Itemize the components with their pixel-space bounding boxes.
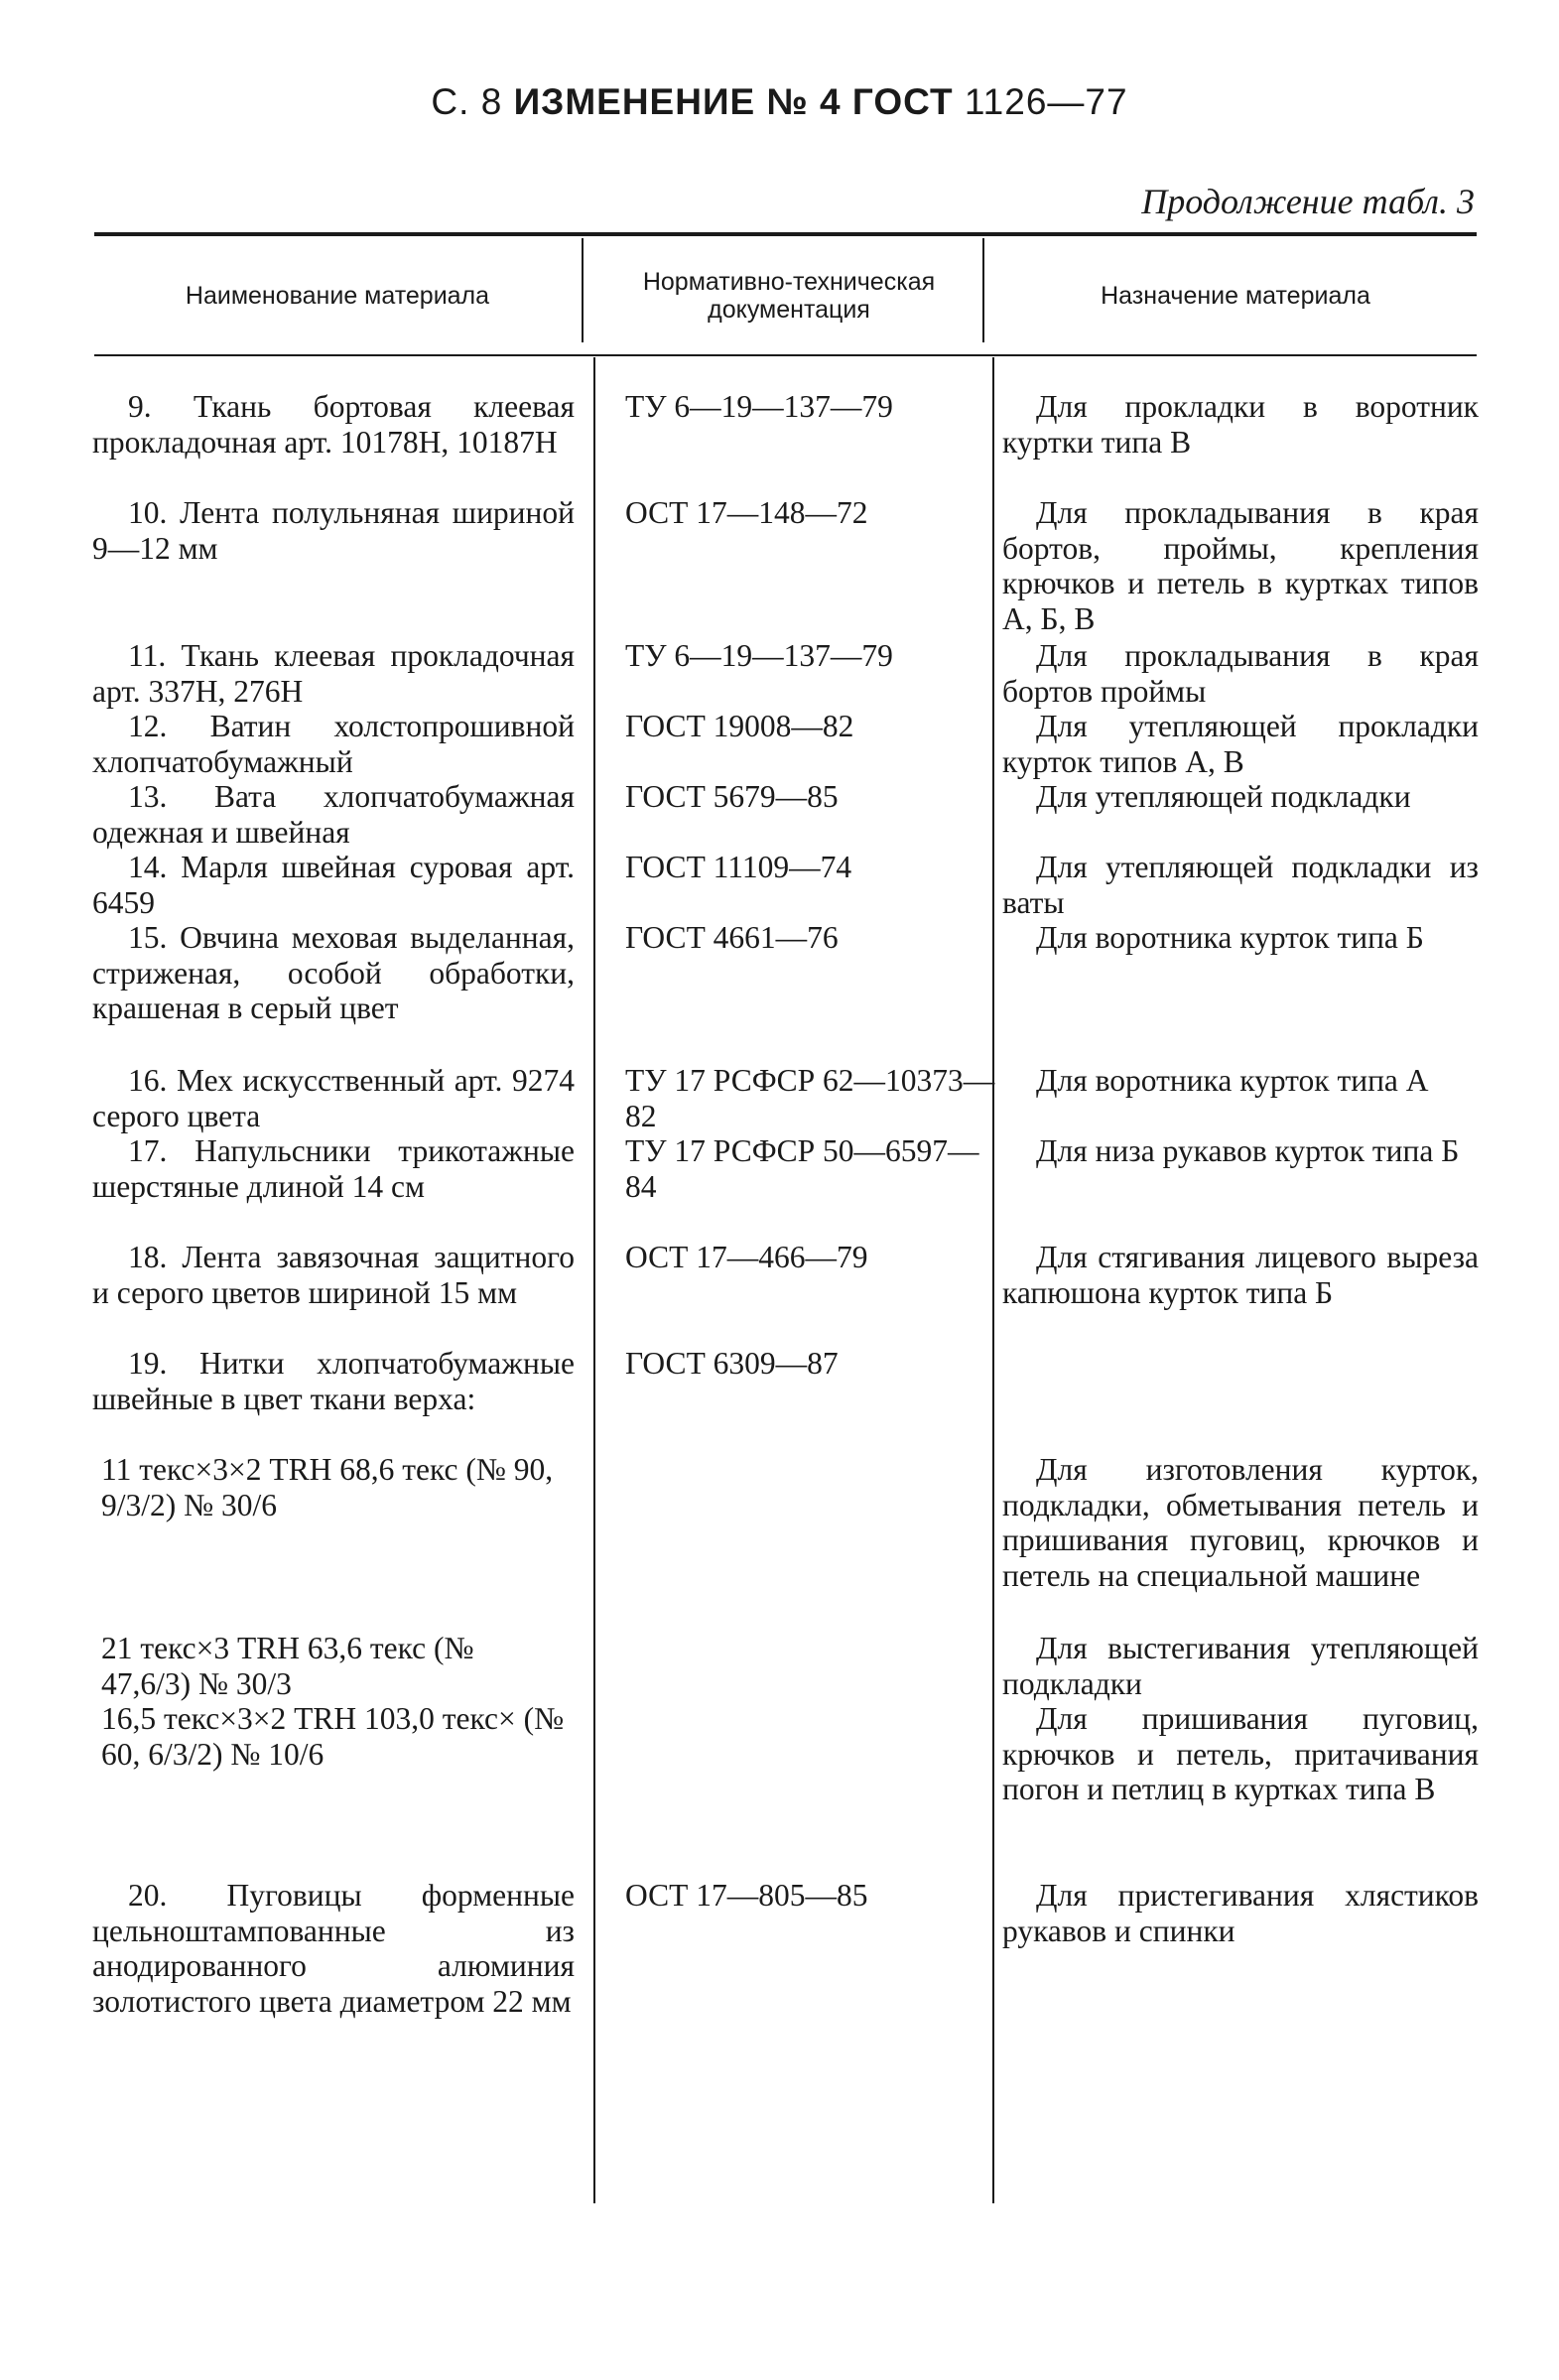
table-row-doc: ГОСТ 19008—82 [625, 709, 854, 743]
table-row-doc: ТУ 17 РСФСР 50—6597—84 [625, 1133, 979, 1204]
table-row-purpose: Для пристегивания хлястиков рукавов и спинки [1002, 1878, 1479, 1948]
table-top-rule [94, 232, 1477, 236]
table-row-purpose: Для выстегивания утепляющей подкладки [1002, 1631, 1479, 1701]
table-row-name: 12. Ватин холстопрошивной хлопчатобумажный [92, 709, 575, 779]
column-divider [982, 238, 984, 342]
table-row-purpose: Для утепляющей подкладки [1036, 779, 1411, 814]
table-row-name: 15. Овчина меховая выделанная, стриженая, особой обработки, крашеная в серый цвет [92, 920, 575, 1025]
table-row-name: 10. Лента полульняная шириной 9—12 мм [92, 495, 575, 566]
table-row-name: 14. Марля швейная суровая арт. 6459 [92, 850, 575, 920]
table-continuation-label: Продолжение табл. 3 [1141, 182, 1475, 221]
table-row-name: 18. Лента завязочная защитного и серого цветов шириной 15 мм [92, 1240, 575, 1310]
table-row-name: 11 текс×3×2 TRH 68,6 текс (№ 90, 9/3/2) № 30/6 [101, 1452, 554, 1522]
table-row-doc: ГОСТ 4661—76 [625, 920, 839, 955]
table-row-purpose: Для воротника курток типа А [1036, 1063, 1429, 1098]
table-row-purpose: Для изготовления курток, подкладки, обметывания петель и пришивания пуговиц, крючков и петель на специальной машине [1002, 1452, 1479, 1593]
table-row-doc: ГОСТ 5679—85 [625, 779, 839, 814]
table-row-purpose: Для прокладывания в края бортов, проймы, крепления крючков и петель в куртках типов А, Б, В [1002, 495, 1479, 636]
table-row-doc: ОСТ 17—805—85 [625, 1878, 868, 1913]
table-row-doc: ТУ 6—19—137—79 [625, 389, 893, 424]
table-row-doc: ГОСТ 6309—87 [625, 1346, 839, 1381]
table-row-purpose: Для утепляющей прокладки курток типов А, В [1002, 709, 1479, 779]
table-row-name: 17. Напульсники трикотажные шерстяные длиной 14 см [92, 1133, 575, 1204]
table-row-purpose: Для прокладки в воротник куртки типа В [1002, 389, 1479, 460]
column-header-purpose: Назначение материала [1101, 282, 1370, 310]
table-row-doc: ГОСТ 11109—74 [625, 850, 852, 884]
column-divider [582, 238, 584, 342]
table-row-name: 16,5 текс×3×2 TRH 103,0 текс× (№ 60, 6/3/2) № 10/6 [101, 1701, 565, 1772]
column-header-material: Наименование материала [185, 282, 490, 310]
table-header-rule [94, 354, 1477, 356]
table-row-purpose: Для утепляющей подкладки из ваты [1002, 850, 1479, 920]
table-row-doc: ОСТ 17—148—72 [625, 495, 868, 530]
table-row-name: 9. Ткань бортовая клеевая прокладочная арт. 10178Н, 10187Н [92, 389, 575, 460]
column-divider [992, 357, 994, 2203]
table-row-purpose: Для пришивания пуговиц, крючков и петель, притачивания погон и петлиц в куртках типа В [1002, 1701, 1479, 1806]
table-row-doc: ОСТ 17—466—79 [625, 1240, 868, 1274]
table-row-purpose: Для стягивания лицевого выреза капюшона курток типа Б [1002, 1240, 1479, 1310]
page-number: С. 8 [431, 81, 503, 122]
standard-number: 1126—77 [964, 81, 1128, 122]
table-row-name: 11. Ткань клеевая прокладочная арт. 337Н, 276Н [92, 638, 575, 709]
table-row-name: 20. Пуговицы форменные цельноштампованные из анодированного алюминия золотистого цвета диаметром 22 мм [92, 1878, 575, 2019]
table-row-name: 13. Вата хлопчатобумажная одежная и швейная [92, 779, 575, 850]
table-row-purpose: Для воротника курток типа Б [1036, 920, 1424, 955]
table-row-doc: ТУ 6—19—137—79 [625, 638, 893, 673]
table-row-name: 19. Нитки хлопчатобумажные швейные в цвет ткани верха: [92, 1346, 575, 1416]
column-header-documentation: Нормативно-техническая документация [642, 268, 936, 324]
table-row-purpose: Для прокладывания в края бортов проймы [1002, 638, 1479, 709]
page-title: ИЗМЕНЕНИЕ № 4 ГОСТ [513, 81, 954, 122]
table-row-name: 16. Мех искусственный арт. 9274 серого цвета [92, 1063, 575, 1133]
table-row-purpose: Для низа рукавов курток типа Б [1036, 1133, 1460, 1168]
column-divider [593, 357, 595, 2203]
table-row-name: 21 текс×3 TRH 63,6 текс (№ 47,6/3) № 30/3 [101, 1631, 474, 1701]
table-row-doc: ТУ 17 РСФСР 62—10373—82 [625, 1063, 995, 1133]
page-header [0, 81, 1559, 123]
